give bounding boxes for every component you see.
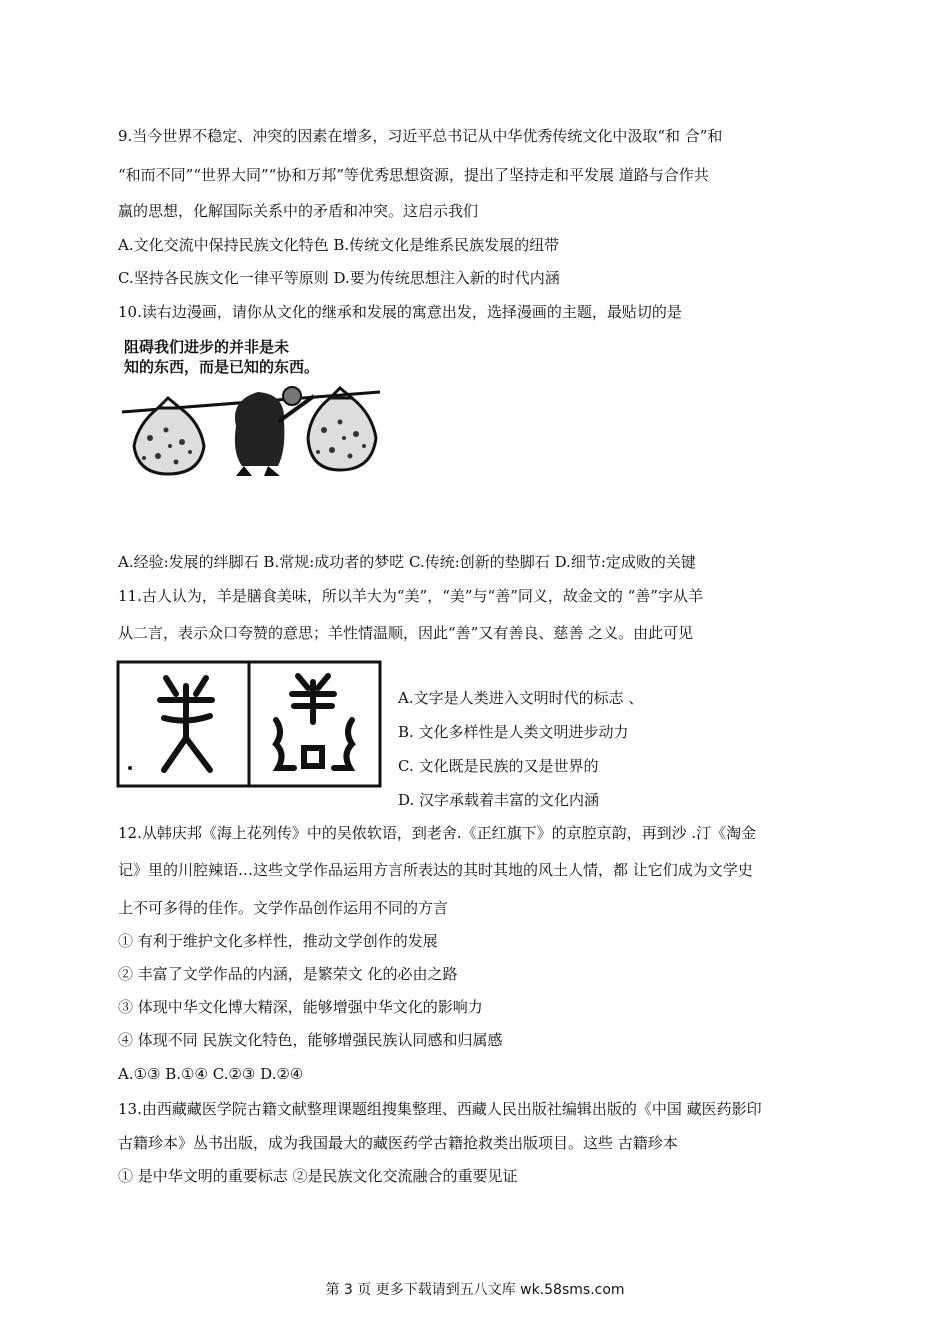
q12-statement-1: ① 有利于维护文化多样性，推动文学创作的发展	[118, 932, 438, 950]
q12-stem-line3: 上不可多得的佳作。文学作品创作运用不同的方言	[118, 899, 449, 917]
q11-option-b: B. 文化多样性是人类文明进步动力	[398, 723, 629, 741]
q10-stem: 10.读右边漫画，请你从文化的继承和发展的寓意出发，选择漫画的主题，最贴切的是	[118, 303, 682, 321]
q12-statement-3: ③ 体现中华文化博大精深，能够增强中华文化的影响力	[118, 998, 483, 1016]
bronze-script-characters	[116, 660, 382, 788]
cartoon-caption-line2: 知的东西，而是已知的东西。	[124, 358, 320, 376]
q12-stem-line1: 12.从韩庆邦《海上花列传》中的吴侬软语，到老舍.《正红旗下》的京腔京韵，再到沙 .汀《淘金	[118, 824, 757, 842]
cartoon-illustration	[118, 334, 390, 480]
q13-stem-line2: 古籍珍本》丛书出版，成为我国最大的藏医药学古籍抢救类出版项目。这些 古籍珍本	[118, 1134, 678, 1152]
q9-stem-line3: 赢的思想，化解国际关系中的矛盾和冲突。这启示我们	[118, 202, 479, 220]
q9-options-ab: A.文化交流中保持民族文化特色 B.传统文化是维系民族发展的纽带	[118, 236, 560, 254]
q12-stem-line2: 记》里的川腔辣语…这些文学作品运用方言所表达的其时其地的风土人情，都 让它们成为文学史	[118, 861, 753, 879]
q12-statement-4: ④ 体现不同 民族文化特色，能够增强民族认同感和归属感	[118, 1031, 503, 1049]
q9-options-cd: C.坚持各民族文化一律平等原则 D.要为传统思想注入新的时代内涵	[118, 269, 560, 287]
q11-stem-line1: 11.古人认为，羊是膳食美味，所以羊大为“美”，“美”与“善”同义，故金文的 “善”字从羊	[118, 587, 703, 605]
cartoon-caption-line1: 阻碍我们进步的并非是未	[124, 338, 290, 356]
q12-options: A.①③ B.①④ C.②③ D.②④	[118, 1065, 304, 1083]
q11-option-c: C. 文化既是民族的又是世界的	[398, 757, 599, 775]
q9-stem-line2: “和而不同”“世界大同”“协和万邦”等优秀思想资源，提出了坚持走和平发展 道路与合作共	[118, 166, 709, 184]
page-footer: 第 3 页 更多下载请到五八文库 wk.58sms.com	[325, 1282, 625, 1298]
q13-statements-1-2: ① 是中华文明的重要标志 ②是民族文化交流融合的重要见证	[118, 1167, 518, 1185]
q11-option-d: D. 汉字承载着丰富的文化内涵	[398, 791, 600, 809]
q10-options: A.经验:发展的绊脚石 B.常规:成功者的梦呓 C.传统:创新的垫脚石 D.细节:定成败的关键	[118, 553, 696, 571]
q13-stem-line1: 13.由西藏藏医学院古籍文献整理课题组搜集整理、西藏人民出版社编辑出版的《中国 藏医药影印	[118, 1100, 762, 1118]
q12-statement-2: ② 丰富了文学作品的内涵，是繁荣文 化的必由之路	[118, 965, 458, 983]
q11-option-a: A.文字是人类进入文明时代的标志 、	[398, 689, 644, 707]
q11-stem-line2: 从二言，表示众口夸赞的意思；羊性情温顺，因此“善”又有善良、慈善 之义。由此可见	[118, 624, 694, 642]
q9-stem-line1: 9.当今世界不稳定、冲突的因素在增多，习近平总书记从中华优秀传统文化中汲取“和 合”和	[118, 127, 723, 145]
